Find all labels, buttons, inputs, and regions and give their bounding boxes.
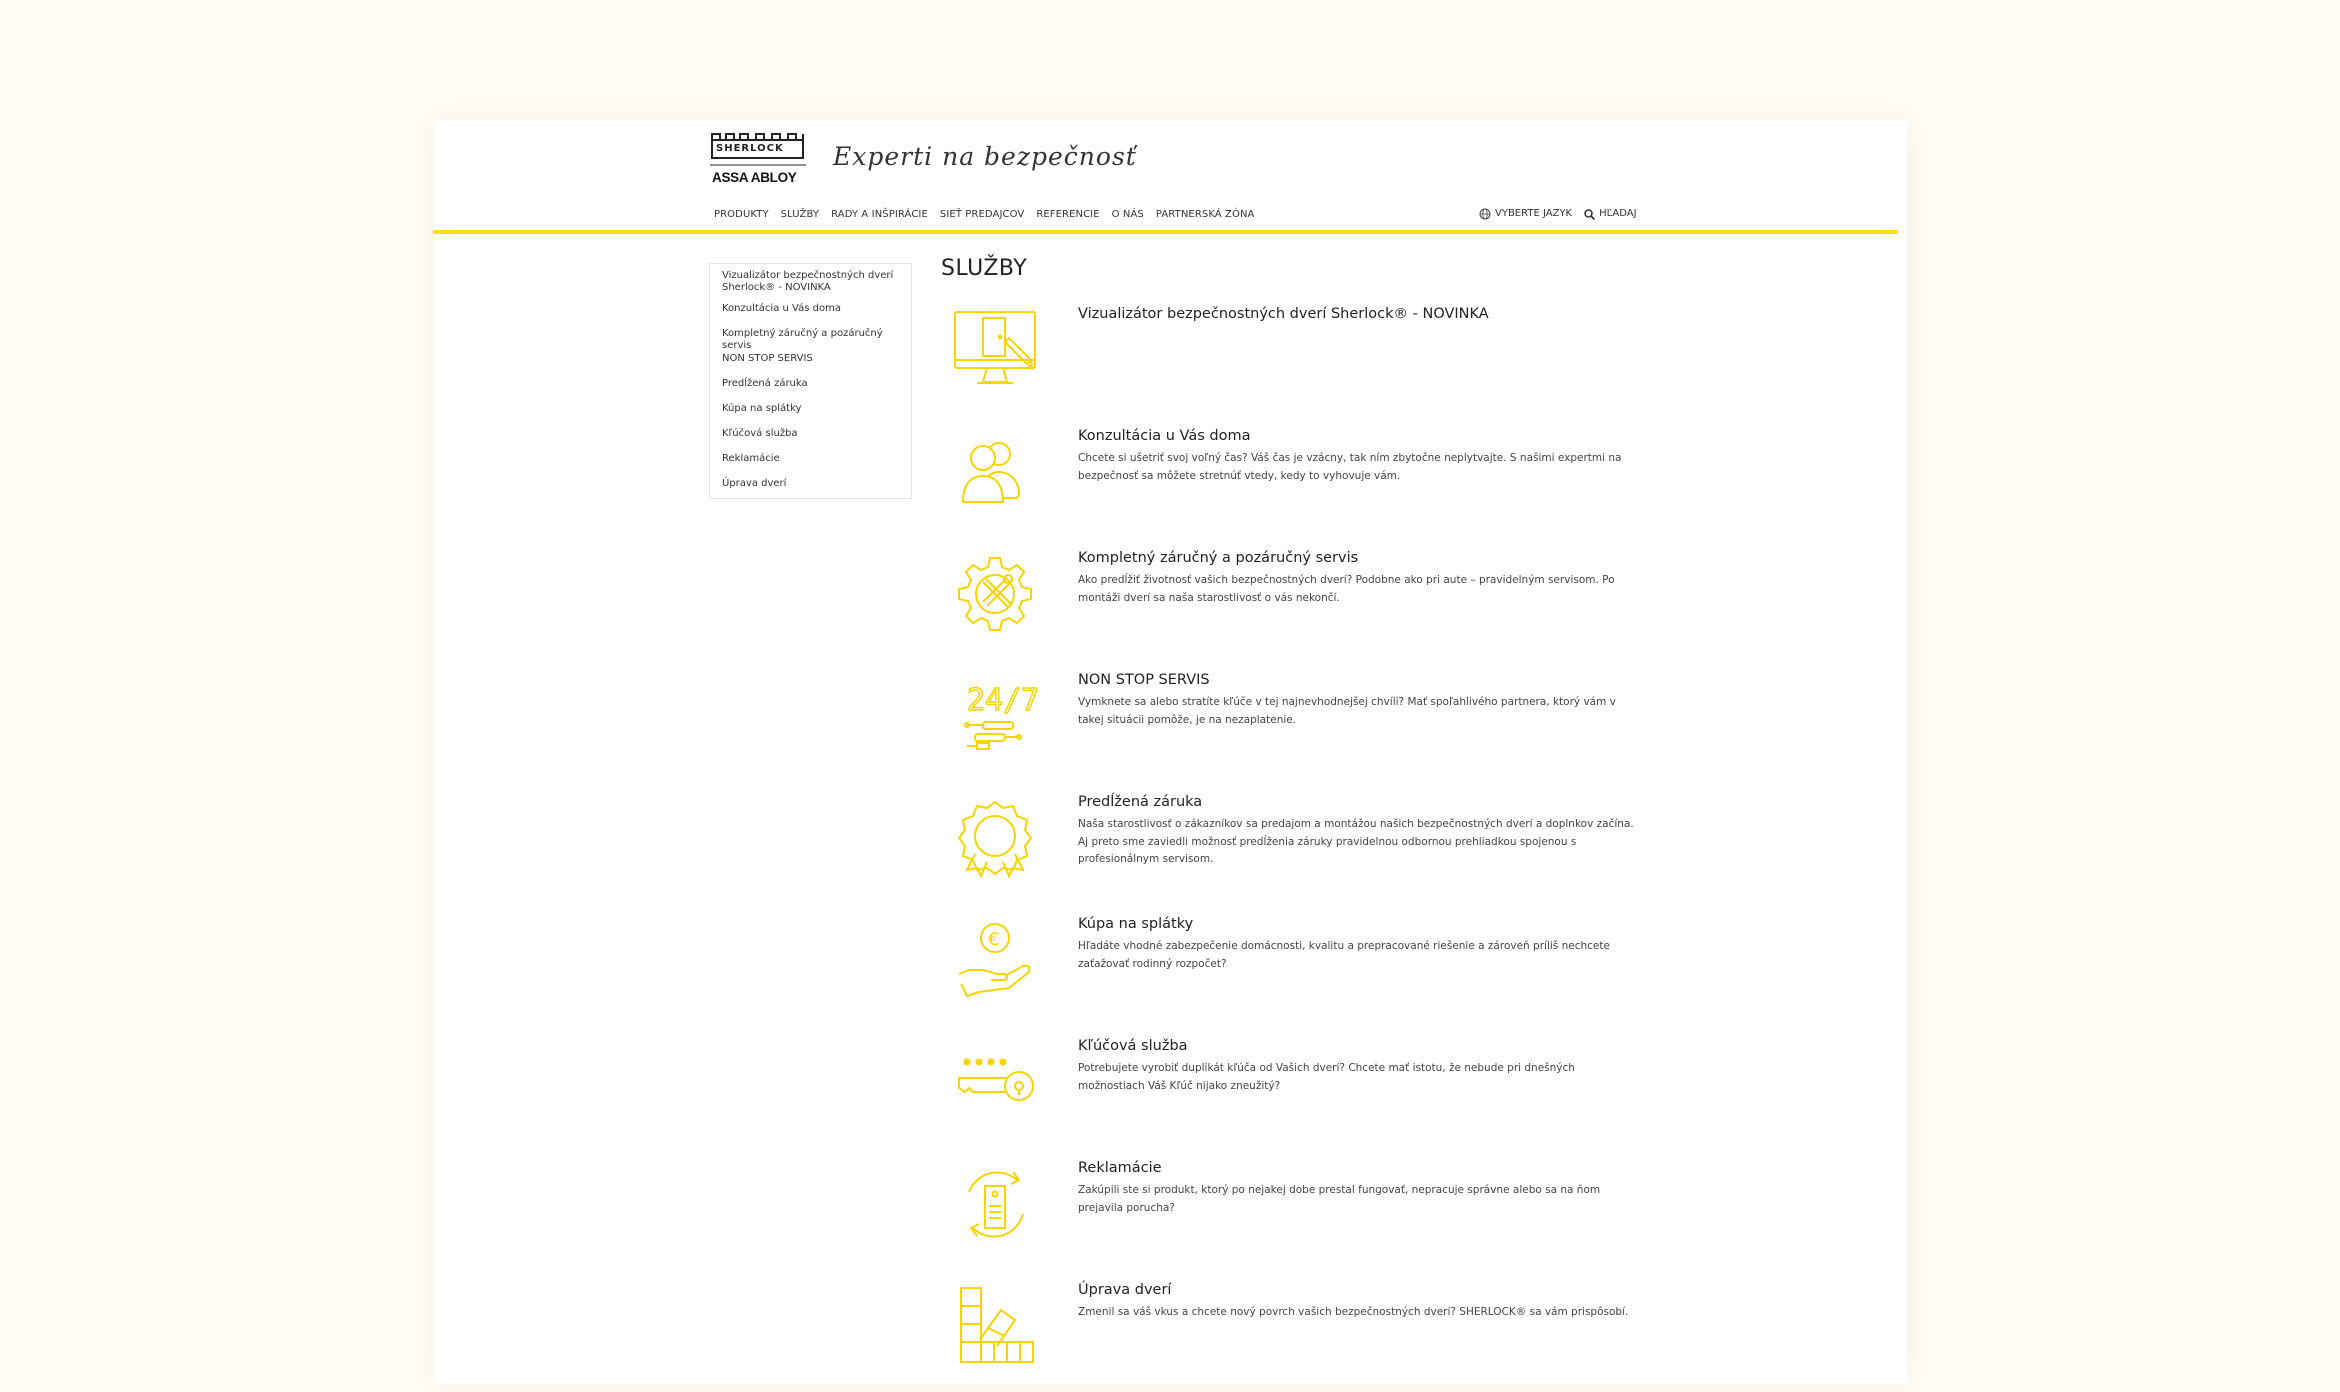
sidebar-item-vizualizator[interactable]: Vizualizátor bezpečnostných dverí Sherlock® - NOVINKA [722, 270, 894, 293]
service-title[interactable]: Konzultácia u Vás doma [1078, 428, 1251, 444]
sherlock-logo[interactable] [710, 132, 806, 192]
service-title[interactable]: Vizualizátor bezpečnostných dverí Sherlock® - NOVINKA [1078, 306, 1489, 322]
service-title[interactable]: Kľúčová služba [1078, 1038, 1188, 1054]
sidebar-item-uprava-dveri[interactable]: Úprava dverí [722, 478, 787, 489]
service-desc: Zmenil sa váš vkus a chcete nový povrch vašich bezpečnostných dverí? SHERLOCK® sa vám prispôsobí. [1078, 1306, 1629, 1318]
main-nav [714, 203, 1266, 233]
service-klucova-sluzba [941, 1038, 1641, 1148]
key-icon[interactable] [953, 1040, 1037, 1124]
24-7-keys-icon[interactable] [953, 674, 1037, 758]
page-title: SLUŽBY [941, 256, 1028, 281]
header-divider [433, 230, 1898, 234]
people-icon[interactable] [953, 432, 1037, 516]
service-title[interactable]: Kúpa na splátky [1078, 916, 1194, 932]
service-servis [941, 550, 1641, 660]
hand-euro-icon[interactable] [953, 918, 1037, 1002]
sidebar-item-konzultacia[interactable]: Konzultácia u Vás doma [722, 303, 841, 314]
logo-brand: SHERLOCK [716, 143, 784, 154]
sidebar-item-non-stop[interactable]: NON STOP SERVIS [722, 353, 813, 364]
tagline: Experti na bezpečnosť [833, 142, 1137, 171]
nav-item-referencie[interactable]: REFERENCIE [1036, 209, 1100, 220]
icon-24-7-text: 24/7 [967, 683, 1037, 718]
search-button[interactable] [1584, 202, 1636, 226]
service-konzultacia [941, 428, 1641, 538]
service-zaruka [941, 794, 1641, 904]
service-desc: Vymknete sa alebo stratíte kľúče v tej najnevhodnejšej chvíli? Mať spoľahlivého partnera, ktorý vám v takej situácii pomôže, je na nezaplatenie. [1078, 696, 1616, 726]
nav-item-partnerska-zona[interactable]: PARTNERSKÁ ZÓNA [1155, 209, 1255, 220]
service-title[interactable]: NON STOP SERVIS [1078, 672, 1210, 688]
sidebar-item-servis[interactable]: Kompletný záručný a pozáručný servis [722, 328, 883, 351]
service-reklamacie [941, 1160, 1641, 1270]
service-title[interactable]: Reklamácie [1078, 1160, 1162, 1176]
badge-icon[interactable] [953, 796, 1037, 880]
service-desc: Naša starostlivosť o zákazníkov sa predajom a montážou našich bezpečnostných dverí a doplnkov začína. Aj preto sme zaviedli možnosť predĺženia záruky pravidelnou odbornou prehliadkou spojenou s profesionálnym servisom. [1078, 818, 1634, 865]
service-desc: Potrebujete vyrobiť duplikát kľúča od Vašich dverí? Chcete mať istotu, že nebude pri dnešných možnostiach Váš Kľúč nijako zneužitý? [1078, 1062, 1575, 1092]
service-title[interactable]: Predĺžená záruka [1078, 794, 1203, 810]
nav-item-siet-predajcov[interactable]: SIEŤ PREDAJCOV [939, 209, 1025, 220]
sidebar-item-reklamacie[interactable]: Reklamácie [722, 453, 780, 464]
service-title[interactable]: Úprava dverí [1078, 1282, 1172, 1298]
monitor-door-icon[interactable] [953, 306, 1037, 390]
language-selector[interactable] [1479, 202, 1572, 226]
search-label: HĽADAJ [1599, 208, 1637, 219]
sidebar-item-klucova-sluzba[interactable]: Kľúčová služba [722, 428, 798, 439]
service-desc: Chcete si ušetriť svoj voľný čas? Váš čas je vzácny, tak ním zbytočne neplytvajte. S našimi expertmi na bezpečnosť sa môžete stretnúť vtedy, kedy to vyhovuje vám. [1078, 452, 1622, 482]
header-tools [1479, 202, 1637, 226]
nav-item-produkty[interactable]: PRODUKTY [714, 209, 769, 220]
service-desc: Hľadáte vhodné zabezpečenie domácnosti, kvalitu a prepracované riešenie a zároveň príliš nechcete zaťažovať rodinný rozpočet? [1078, 940, 1610, 970]
nav-item-sluzby[interactable]: SLUŽBY [781, 203, 825, 233]
service-title[interactable]: Kompletný záručný a pozáručný servis [1078, 550, 1359, 566]
service-splatky [941, 916, 1641, 1026]
sidebar-item-splatky[interactable]: Kúpa na splátky [722, 403, 802, 414]
service-non-stop [941, 672, 1641, 782]
gear-tools-icon[interactable] [953, 554, 1037, 638]
nav-item-o-nas[interactable]: O NÁS [1111, 209, 1144, 220]
tag-cycle-icon[interactable] [953, 1162, 1037, 1246]
service-desc: Ako predĺžiť životnosť vašich bezpečnostných dverí? Podobne ako pri aute – pravidelným servisom. Po montáži dverí sa naša starostlivosť o vás nekončí. [1078, 574, 1615, 604]
service-vizualizator [941, 306, 1641, 416]
service-desc: Zakúpili ste si produkt, ktorý po nejakej dobe prestal fungovať, nepracuje správne alebo sa na ňom prejavila porucha? [1078, 1184, 1601, 1214]
nav-item-rady[interactable]: RADY A INŠPIRÁCIE [831, 209, 928, 220]
service-uprava-dveri [941, 1282, 1641, 1392]
icon-euro-symbol: € [988, 929, 1000, 950]
logo-group: ASSA ABLOY [712, 170, 797, 185]
globe-icon [1479, 208, 1491, 220]
search-icon [1584, 209, 1595, 220]
color-swatches-icon[interactable] [953, 1284, 1037, 1368]
sidebar-item-zaruka[interactable]: Predĺžená záruka [722, 378, 808, 389]
sidebar-menu [709, 263, 912, 499]
page-container [433, 120, 1907, 1384]
language-label: VYBERTE JAZYK [1495, 208, 1573, 219]
